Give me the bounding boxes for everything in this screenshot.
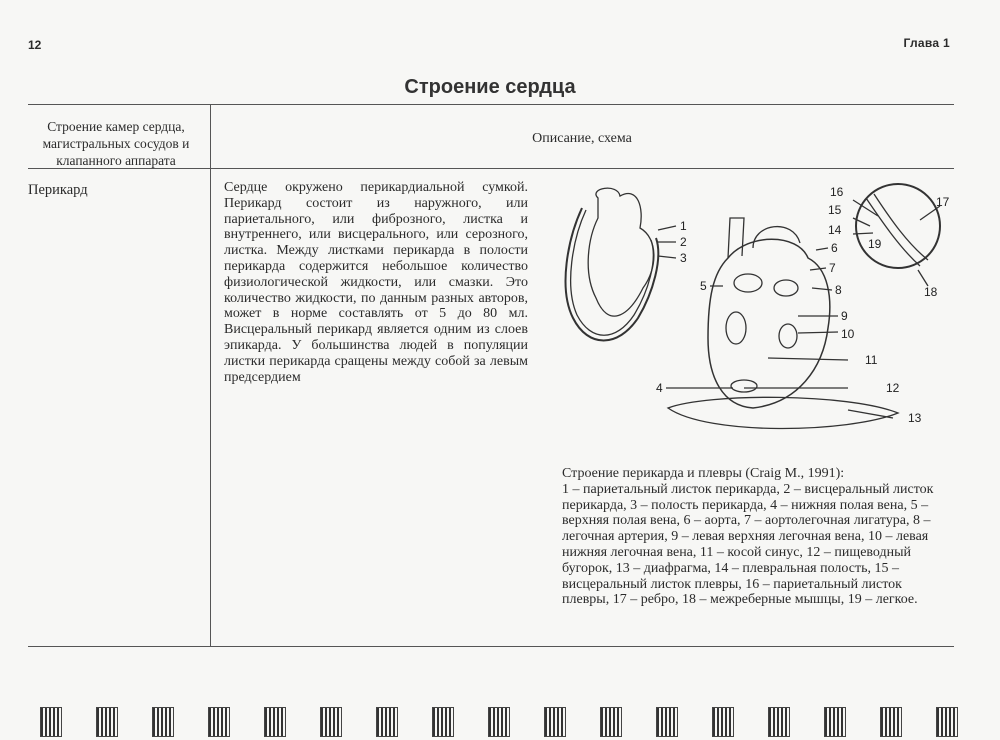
column-header-structure: Строение камер сердца, магистральных сосудов и клапанного аппарата	[42, 119, 190, 168]
vein-2	[774, 280, 798, 296]
caption-body: 1 – париетальный листок перикарда, 2 – висцеральный листок перикарда, 3 – полость перикарда, 4 – нижняя полая вена, 5 – верхняя полая вена, 6 – аорта, 7 – аортолегочная лигатура, 8 – легочная артерия, 9 – левая верхняя легочная вена, 10 – левая нижняя легочная вена, 11 – косой синус, 12 – пищеводный бугорок, 13 – диафрагма, 14 – плевральная полость, 15 – висцеральный листок плевры, 16 – париетальный листок плевры, 17 – ребро, 18 – межреберные мышцы, 19 – легкое.	[562, 481, 934, 608]
binding-ring	[152, 707, 174, 737]
spiral-binding	[0, 707, 1000, 737]
label-2: 2	[680, 235, 687, 249]
label-14: 14	[828, 223, 842, 237]
label-3: 3	[680, 251, 687, 265]
binding-ring	[600, 707, 622, 737]
page-title: Строение сердца	[404, 76, 576, 98]
label-4: 4	[656, 381, 663, 395]
label-8: 8	[835, 283, 842, 297]
binding-ring	[936, 707, 958, 737]
vein-3	[726, 312, 746, 344]
chapter-label: Глава 1	[903, 36, 950, 50]
table-bottom-rule	[28, 646, 954, 647]
caption-title: Строение перикарда и плевры (Craig M., 1991):	[562, 466, 845, 481]
pericardium-figure	[548, 178, 958, 448]
label-16: 16	[830, 185, 844, 199]
binding-ring	[432, 707, 454, 737]
column-divider	[210, 104, 211, 646]
label-18: 18	[924, 285, 938, 299]
binding-ring	[40, 707, 62, 737]
label-17: 17	[936, 195, 950, 209]
label-13: 13	[908, 411, 922, 425]
label-9: 9	[841, 309, 848, 323]
binding-ring	[96, 707, 118, 737]
label-11: 11	[865, 353, 878, 367]
label-15: 15	[828, 203, 842, 217]
binding-ring	[712, 707, 734, 737]
aorta-arch	[753, 227, 800, 248]
heart-diagram	[548, 178, 958, 448]
binding-ring	[208, 707, 230, 737]
label-12: 12	[886, 381, 900, 395]
figure-caption	[562, 466, 942, 608]
page-number: 12	[28, 38, 42, 52]
binding-ring	[880, 707, 902, 737]
label-7: 7	[829, 261, 836, 275]
ivc-vessel	[731, 380, 757, 392]
label-19: 19	[868, 237, 882, 251]
label-10: 10	[841, 327, 855, 341]
binding-ring	[824, 707, 846, 737]
svc-vessel	[728, 218, 744, 258]
binding-ring	[768, 707, 790, 737]
label-5: 5	[700, 279, 707, 293]
vein-1	[734, 274, 762, 292]
binding-ring	[320, 707, 342, 737]
table-top-rule	[28, 104, 954, 105]
label-6: 6	[831, 241, 838, 255]
column-header-description: Описание, схема	[532, 131, 632, 146]
binding-ring	[264, 707, 286, 737]
label-1: 1	[680, 219, 687, 233]
binding-ring	[656, 707, 678, 737]
binding-ring	[376, 707, 398, 737]
row-label-pericardium: Перикард	[28, 182, 88, 198]
binding-ring	[544, 707, 566, 737]
pleura-layers	[866, 194, 928, 266]
pericardium-description: Сердце окружено перикардиальной сумкой. Перикард состоит из наружного, или париетального, или фиброзного, листка и внутреннего, или висцерального, или серозного, листка. Между листками перикарда в полости перикарда содержится небольшое количество физиологической жидкости, или смазки. Это количество жидкости, по данным разных авторов, может в норме составлять от 5 до 80 мл. Висцеральный перикард является одним из слоев эпикарда. У большинства людей в популяции листки перикарда сращены между собой за левым предсердием	[224, 180, 528, 385]
binding-ring	[488, 707, 510, 737]
vein-4	[779, 324, 797, 348]
